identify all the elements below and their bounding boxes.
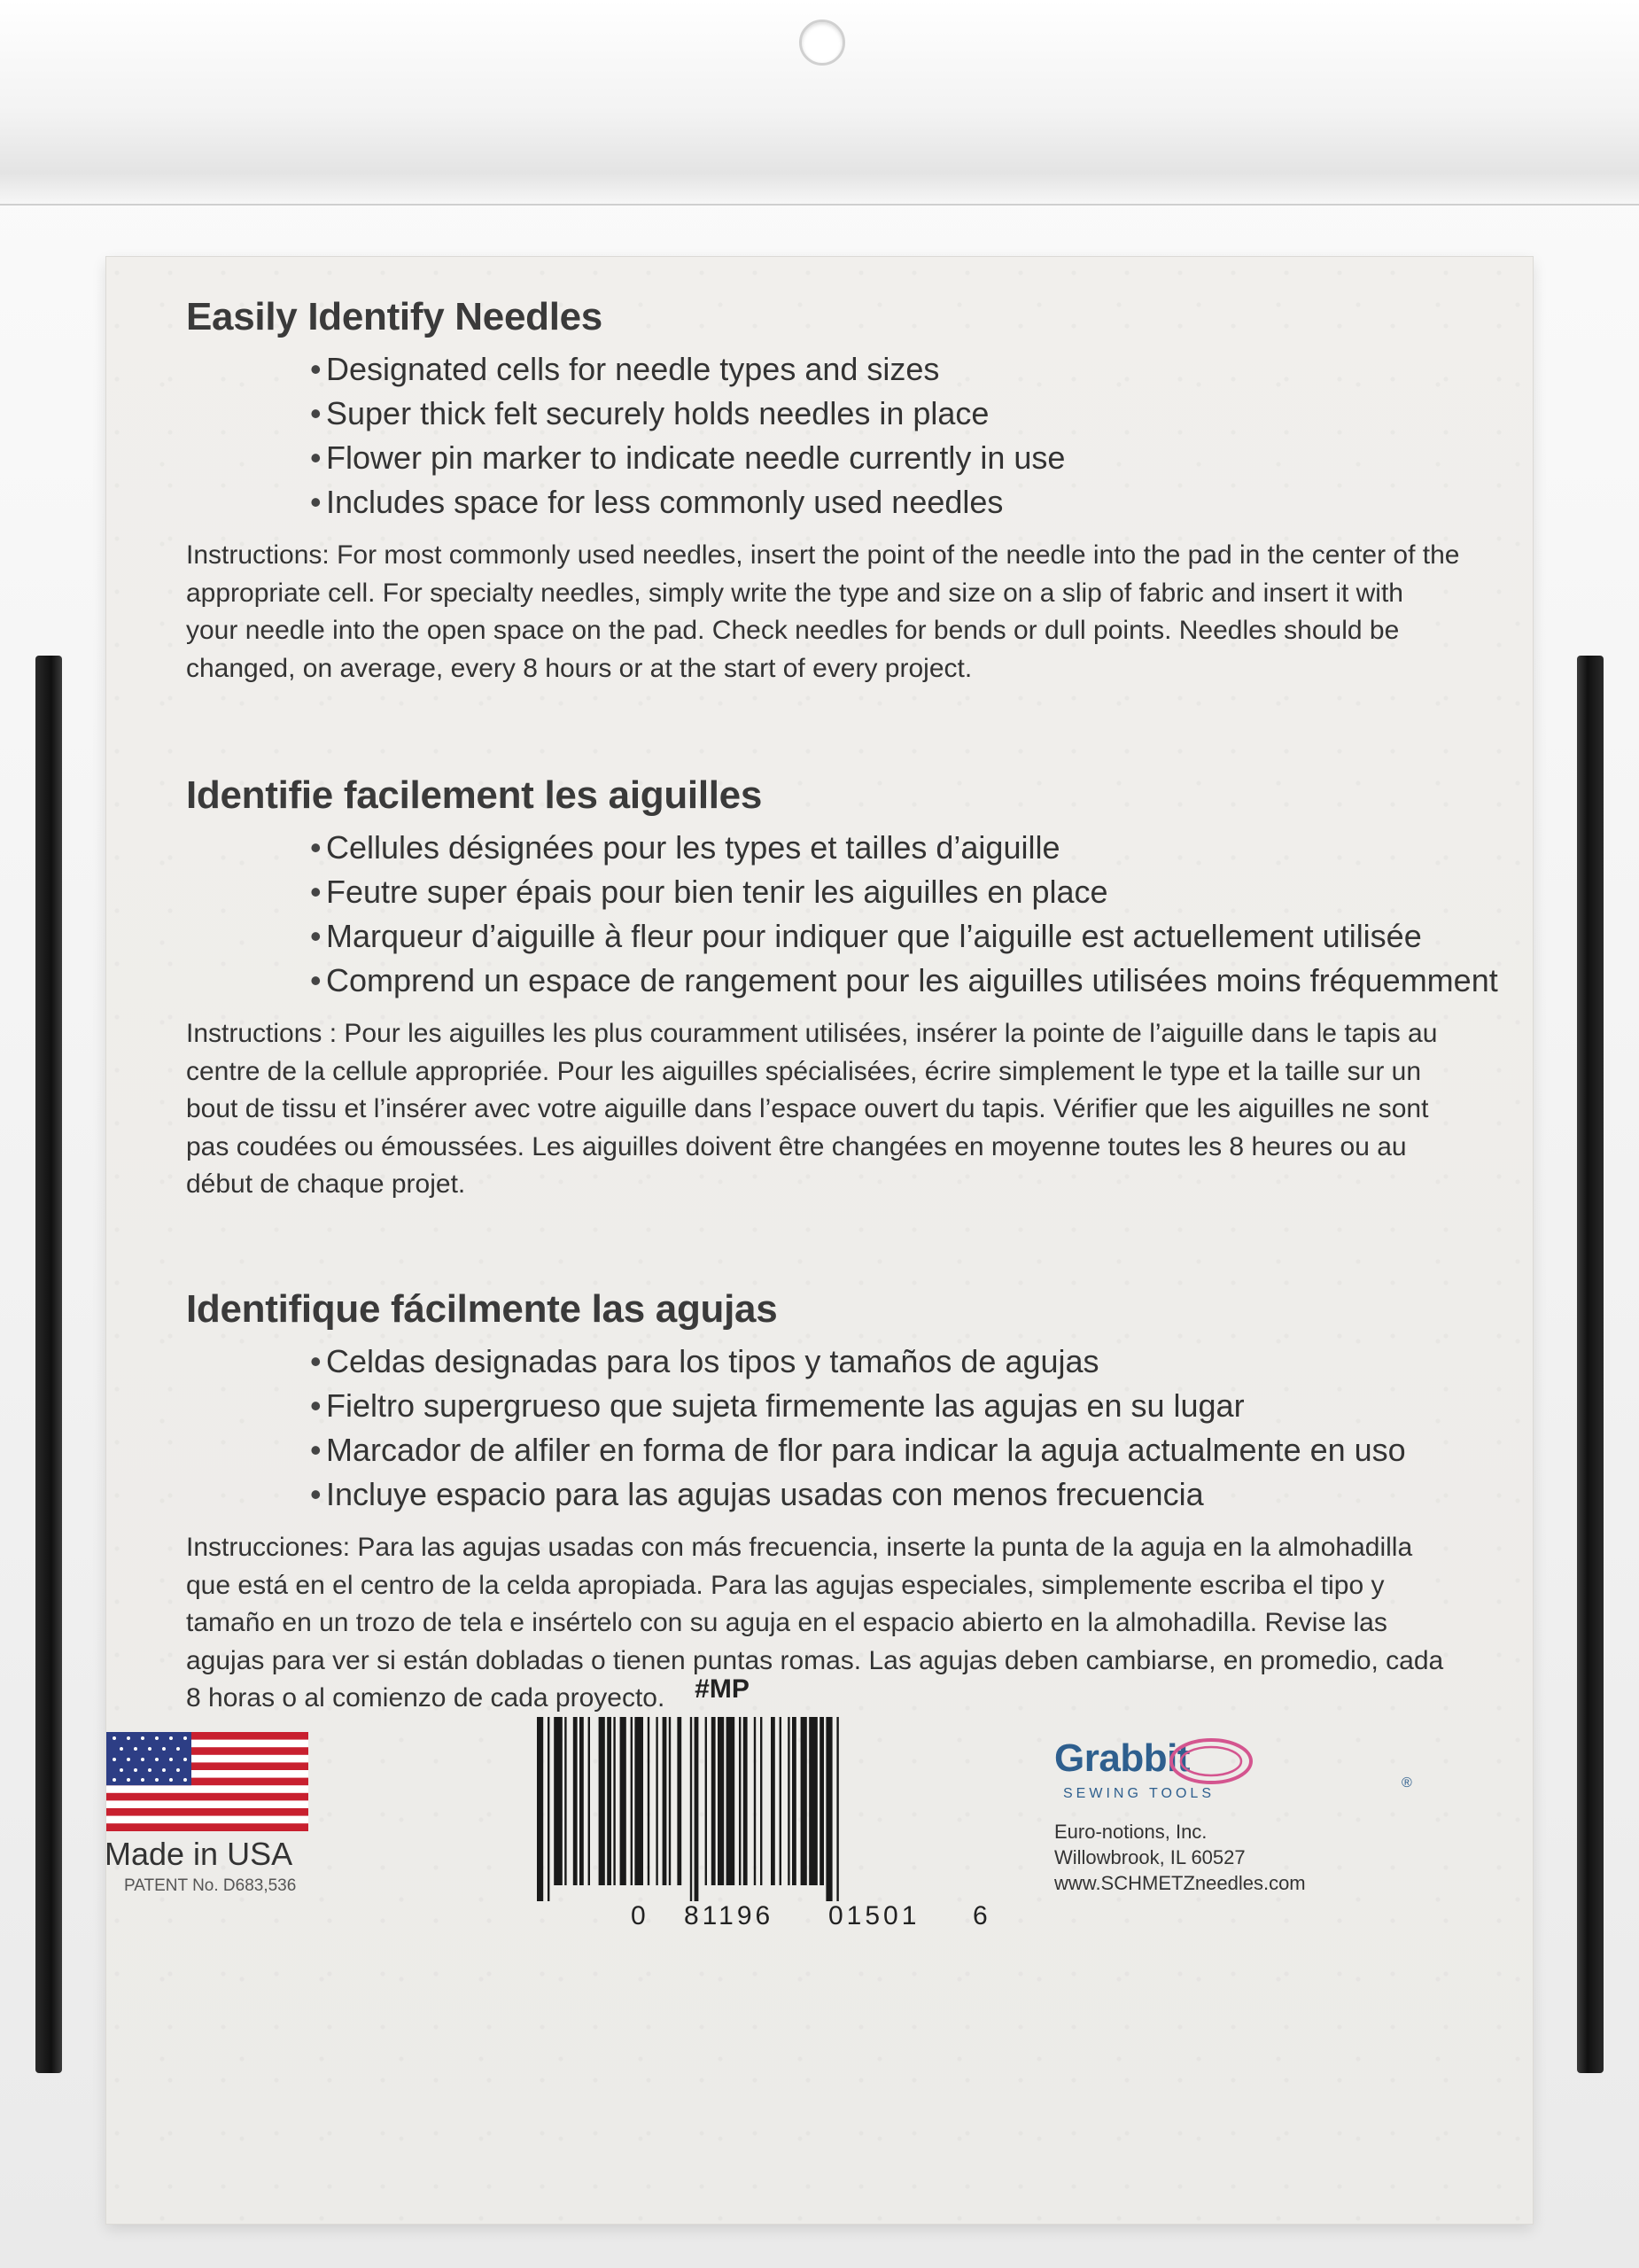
- felt-edge-left: [35, 656, 62, 2073]
- barcode-bar: [743, 1717, 748, 1885]
- barcode-right-group: 01501: [828, 1901, 920, 1930]
- section-french: [186, 771, 1498, 1204]
- address-line: Euro-notions, Inc.: [1054, 1821, 1208, 1843]
- barcode-bar: [711, 1717, 716, 1885]
- bullet-list: [186, 1340, 1462, 1517]
- barcode-bar: [677, 1717, 681, 1885]
- barcode-bar: [705, 1717, 707, 1885]
- insert-card: [106, 257, 1533, 2224]
- bullet-list: [186, 826, 1498, 1003]
- list-item: • Fieltro supergrueso que sujeta firmemente las agujas en su lugar: [310, 1384, 1462, 1428]
- address-line: Willowbrook, IL 60527: [1054, 1846, 1246, 1868]
- barcode-bar: [599, 1717, 605, 1885]
- bullet-icon: •: [310, 484, 322, 520]
- section-english: [186, 292, 1462, 687]
- list-item: • Comprend un espace de rangement pour les aiguilles utilisées moins fréquemment: [310, 959, 1462, 1003]
- made-in-label: Made in USA: [105, 1836, 293, 1872]
- instructions-text: Instructions : Pour les aiguilles les plus couramment utilisées, insérer la pointe de l’aiguille dans le tapis au centre de la cellule appropriée. Pour les aiguilles spécialisées, écrire simplement le type et la taille sur un bout de tissu et l’insérer avec votre aiguille dans l’espace ouvert du tapis. Vérifier que les aiguilles ne sont pas coudées ou émoussées. Les aiguilles doivent être changées en moyenne toutes les 8 heures ou au début de chaque projet.: [186, 1019, 1438, 1199]
- barcode-bar: [631, 1717, 633, 1885]
- barcode-bar: [607, 1717, 611, 1885]
- company-address: [1054, 1819, 1373, 1896]
- barcode-check-digit: 6: [973, 1901, 991, 1930]
- felt-edge-right: [1577, 656, 1604, 2073]
- barcode-bar: [820, 1717, 824, 1885]
- barcode-bar: [588, 1717, 590, 1885]
- barcode-first-digit: 0: [631, 1901, 649, 1930]
- brand-name: Grabbit: [1054, 1736, 1190, 1780]
- bullet-icon: •: [310, 395, 322, 431]
- section-heading: Identifique fácilmente las agujas: [186, 1287, 778, 1331]
- list-item: • Marcador de alfiler en forma de flor para indicar la aguja actualmente en uso: [310, 1428, 1462, 1472]
- barcode-bar: [613, 1717, 615, 1885]
- list-item: • Incluye espacio para las agujas usadas con menos frecuencia: [310, 1472, 1462, 1517]
- barcode-bar: [826, 1717, 832, 1901]
- barcode-bar: [573, 1717, 578, 1885]
- bullet-icon: •: [310, 1432, 322, 1468]
- barcode-bar: [718, 1717, 724, 1885]
- sku-code: #MP: [695, 1674, 750, 1704]
- barcode-bar: [564, 1717, 566, 1885]
- bullet-icon: •: [310, 829, 322, 866]
- barcode-left-group: 81196: [684, 1901, 774, 1930]
- barcode-bar: [760, 1717, 762, 1885]
- barcode-bar: [739, 1717, 741, 1885]
- barcode-icon: [533, 1717, 910, 1901]
- barcode-bar: [690, 1717, 692, 1901]
- section-heading: Easily Identify Needles: [186, 295, 602, 338]
- barcode-bar: [537, 1717, 543, 1901]
- brand-tagline: SEWING TOOLS: [1063, 1786, 1215, 1801]
- registered-mark: ®: [1402, 1775, 1412, 1790]
- barcode-bar: [554, 1717, 563, 1885]
- list-item: • Cellules désignées pour les types et tailles d’aiguille: [310, 826, 1462, 870]
- barcode-bar: [771, 1717, 775, 1885]
- section-spanish: [186, 1285, 1462, 1718]
- barcode-bar: [579, 1717, 584, 1885]
- barcode-bar: [669, 1717, 671, 1885]
- bullet-list: [186, 347, 1462, 524]
- list-item: • Marqueur d’aiguille à fleur pour indiquer que l’aiguille est actuellement utilisée: [310, 914, 1462, 959]
- hang-hole: [799, 19, 845, 66]
- patent-number: PATENT No. D683,536: [124, 1876, 297, 1895]
- barcode-bar: [663, 1717, 667, 1885]
- list-item: • Super thick felt securely holds needles in place: [310, 392, 1462, 436]
- barcode-bar: [548, 1717, 549, 1901]
- barcode-bar: [788, 1717, 789, 1885]
- list-item: • Celdas designadas para los tipos y tamaños de agujas: [310, 1340, 1462, 1384]
- bullet-icon: •: [310, 1387, 322, 1424]
- bullet-icon: •: [310, 918, 322, 954]
- bullet-icon: •: [310, 439, 322, 476]
- barcode-bar: [726, 1717, 735, 1885]
- instructions-text: Instrucciones: Para las agujas usadas con más frecuencia, inserte la punta de la aguja en la almohadilla que está en el centro de la celda apropiada. Para las agujas especiales, simplemente escriba el tipo y tamaño en un trozo de tela e insértelo con su aguja en el espacio abierto en la almohadilla. Revise las agujas para ver si están dobladas o tienen puntas romas. Las agujas deben cambiarse, en promedio, cada 8 horas o al comienzo de cada proyecto.: [186, 1533, 1444, 1713]
- list-item: • Designated cells for needle types and sizes: [310, 347, 1462, 392]
- list-item: • Flower pin marker to indicate needle currently in use: [310, 436, 1462, 480]
- instructions-text: Instructions: For most commonly used needles, insert the point of the needle into the pad in the center of the appropriate cell. For specialty needles, simply write the type and size on a slip of fabric and insert it with your needle into the open space on the pad. Check needles for bends or dull points. Needles should be changed, on average, every 8 hours or at the start of every project.: [186, 540, 1460, 683]
- barcode-bar: [792, 1717, 796, 1885]
- barcode-bar: [620, 1717, 626, 1885]
- barcode-bar: [754, 1717, 756, 1885]
- website-link: www.SCHMETZneedles.com: [1054, 1872, 1306, 1894]
- grabbit-logo-icon: [1165, 1735, 1262, 1790]
- bag-seal-strip: [0, 0, 1639, 206]
- barcode-bar: [809, 1717, 818, 1885]
- barcode-bar: [836, 1717, 838, 1901]
- bullet-icon: •: [310, 1343, 322, 1379]
- barcode-bar: [656, 1717, 657, 1885]
- bullet-icon: •: [310, 1476, 322, 1512]
- barcode-bar: [648, 1717, 649, 1885]
- bullet-icon: •: [310, 874, 322, 910]
- barcode-bar: [801, 1717, 807, 1885]
- barcode-bar: [634, 1717, 643, 1885]
- list-item: • Includes space for less commonly used needles: [310, 480, 1462, 524]
- list-item: • Feutre super épais pour bien tenir les aiguilles en place: [310, 870, 1462, 914]
- section-heading: Identifie facilement les aiguilles: [186, 773, 763, 817]
- bullet-icon: •: [310, 962, 322, 998]
- bullet-icon: •: [310, 351, 322, 387]
- us-flag-icon: [106, 1732, 308, 1831]
- barcode-bar: [695, 1717, 699, 1901]
- barcode-bar: [780, 1717, 781, 1885]
